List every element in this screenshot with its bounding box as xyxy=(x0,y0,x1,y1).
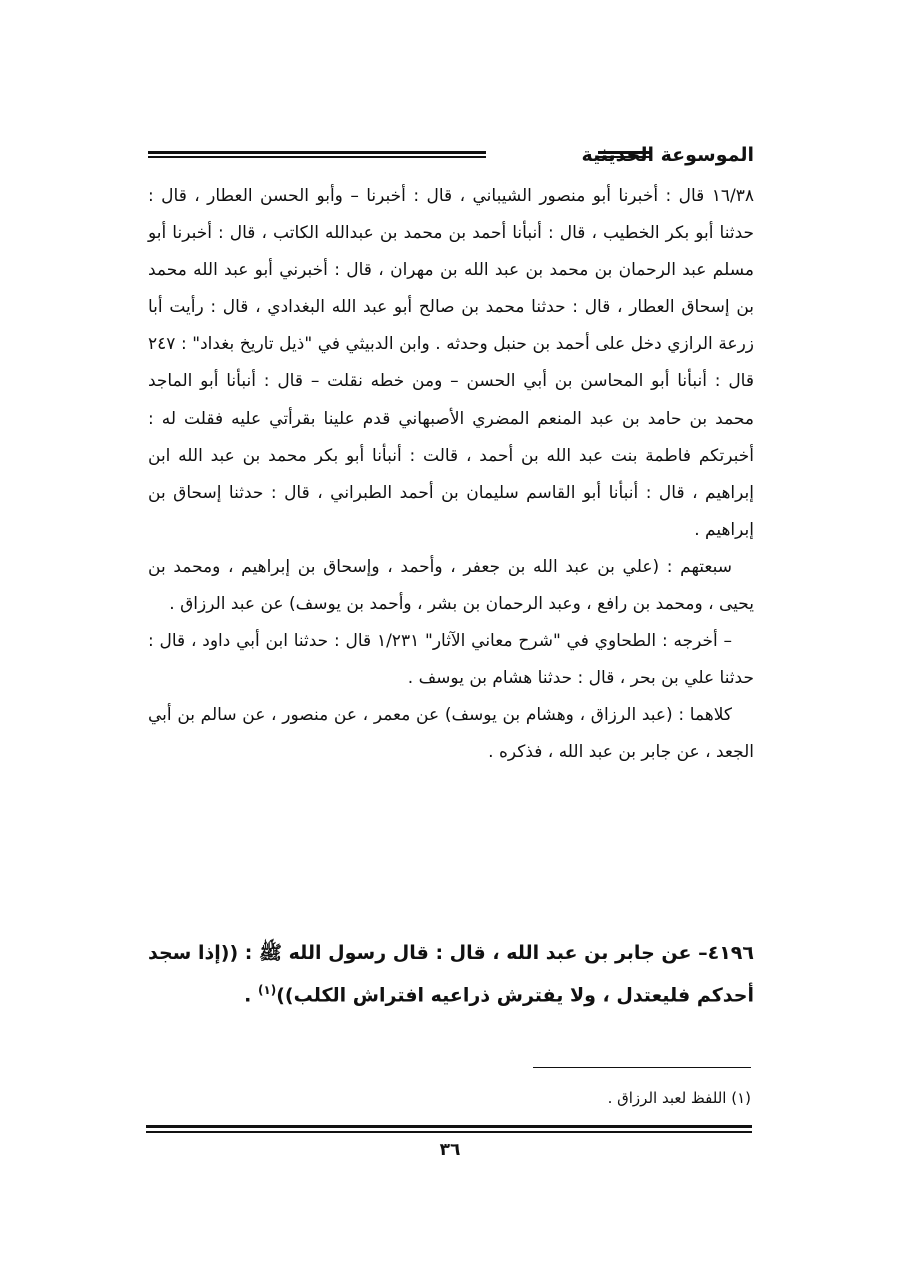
main-text xyxy=(148,178,754,772)
footnote-marker: (١) xyxy=(257,983,277,997)
header-title: الموسوعة الحديثية xyxy=(568,140,755,170)
header-rule-long xyxy=(148,151,486,158)
hadith-entry xyxy=(148,935,754,1014)
paragraph-isnad: ١٦/٣٨ قال : أخبرنا أبو منصور الشيباني ، قال : أخبرنا – وأبو الحسن العطار ، قال : حدثنا أبو بكر الخطيب ، قال : أنبأنا أحمد بن محمد بن عبدالله الكاتب ، قال : أخبرنا أبو مسلم عبد الرحمان بن محمد بن عبد الله بن مهران ، قال : أخبرني أبو عبد الله محمد بن إسحاق العطار ، قال : حدثنا محمد بن صالح أبو عبد الله البغدادي ، قال : رأيت أبا زرعة الرازي دخل على أحمد بن حنبل وحدثه . وابن الدبيثي في "ذيل تاريخ بغداد" : ٢٤٧ قال : أنبأنا أبو المحاسن بن أبي الحسن – ومن خطه نقلت – قال : أنبأنا أبو الماجد محمد بن حامد بن عبد المنعم المضري الأصبهاني قدم علينا بقرأتي عليه فقلت له : أخبرتكم فاطمة بنت عبد الله بن أحمد ، قالت : أنبأنا أبو بكر محمد بن عبد الله ابن إبراهيم ، قال : أنبأنا أبو القاسم سليمان بن أحمد الطبراني ، قال : حدثنا إسحاق بن إبراهيم . xyxy=(148,186,754,540)
hadith-text: ٤١٩٦– عن جابر بن عبد الله ، قال : قال رسول الله ﷺ : ((إذا سجد أحدكم فليعتدل ، ولا يفترش ذراعيه افتراش الكلب)) xyxy=(148,942,754,1007)
hadith-end: . xyxy=(244,984,258,1007)
bottom-rule xyxy=(146,1125,752,1133)
paragraph-narrators: سبعتهم : (علي بن عبد الله بن جعفر ، وأحمد ، وإسحاق بن إبراهيم ، ومحمد بن يحيى ، ومحمد بن رافع ، وعبد الرحمان بن بشر ، وأحمد بن يوسف) عن عبد الرزاق . xyxy=(148,556,754,615)
header-rule-short xyxy=(598,151,650,158)
footnote: (١) اللفظ لعبد الرزاق . xyxy=(607,1089,751,1107)
paragraph-takhrij: – أخرجه : الطحاوي في "شرح معاني الآثار" ١/٢٣١ قال : حدثنا ابن أبي داود ، قال : حدثنا علي بن بحر ، قال : حدثنا هشام بن يوسف . xyxy=(148,631,754,689)
running-header xyxy=(148,140,754,170)
footnote-separator xyxy=(533,1067,751,1068)
page-number: ٣٦ xyxy=(439,1140,461,1160)
paragraph-conclusion: كلاهما : (عبد الرزاق ، وهشام بن يوسف) عن معمر ، عن منصور ، عن سالم بن أبي الجعد ، عن جابر بن عبد الله ، فذكره . xyxy=(148,705,754,763)
